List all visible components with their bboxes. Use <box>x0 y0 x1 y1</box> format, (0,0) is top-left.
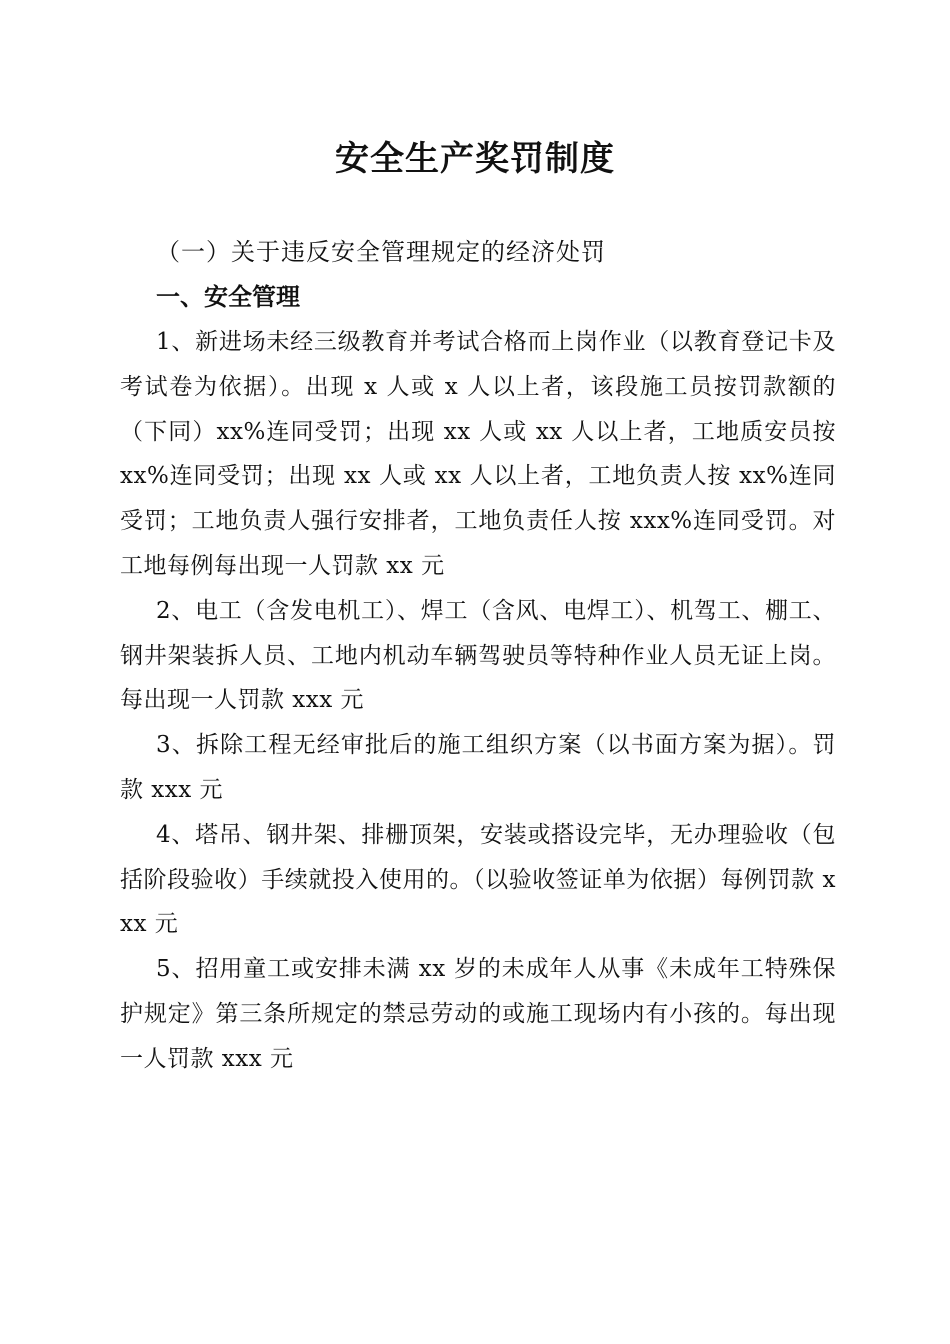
paragraph-4: 4、塔吊、钢井架、排栅顶架，安装或搭设完毕，无办理验收（包括阶段验收）手续就投入使用的。（以验收签证单为依据）每例罚款 xxx 元 <box>120 821 836 938</box>
document-body <box>120 320 836 1082</box>
paragraph-1: 1、新进场未经三级教育并考试合格而上岗作业（以教育登记卡及考试卷为依据）。出现 x 人或 x 人以上者，该段施工员按罚款额的（下同）xx%连同受罚；出现 xx 人或 xx 人以上者，工地质安员按 xx%连同受罚；出现 xx 人或 xx 人以上者，工地负责人按 xx%连同受罚；工地负责人强行安排者，工地负责任人按 xxx%连同受罚。对工地每例每出现一人罚款 xx 元 <box>120 329 836 579</box>
section-heading: 一、安全管理 <box>156 283 300 311</box>
paragraph-3: 3、拆除工程无经审批后的施工组织方案（以书面方案为据）。罚款 xxx 元 <box>120 732 836 803</box>
paragraph-5: 5、招用童工或安排未满 xx 岁的未成年人从事《未成年工特殊保护规定》第三条所规定的禁忌劳动的或施工现场内有小孩的。每出现一人罚款 xxx 元 <box>120 956 836 1072</box>
document-title: 安全生产奖罚制度 <box>335 139 615 179</box>
paragraph-2: 2、电工（含发电机工）、焊工（含风、电焊工）、机驾工、棚工、钢井架装拆人员、工地内机动车辆驾驶员等特种作业人员无证上岗。每出现一人罚款 xxx 元 <box>120 597 836 714</box>
document-subtitle: （一）关于违反安全管理规定的经济处罚 <box>156 238 606 266</box>
